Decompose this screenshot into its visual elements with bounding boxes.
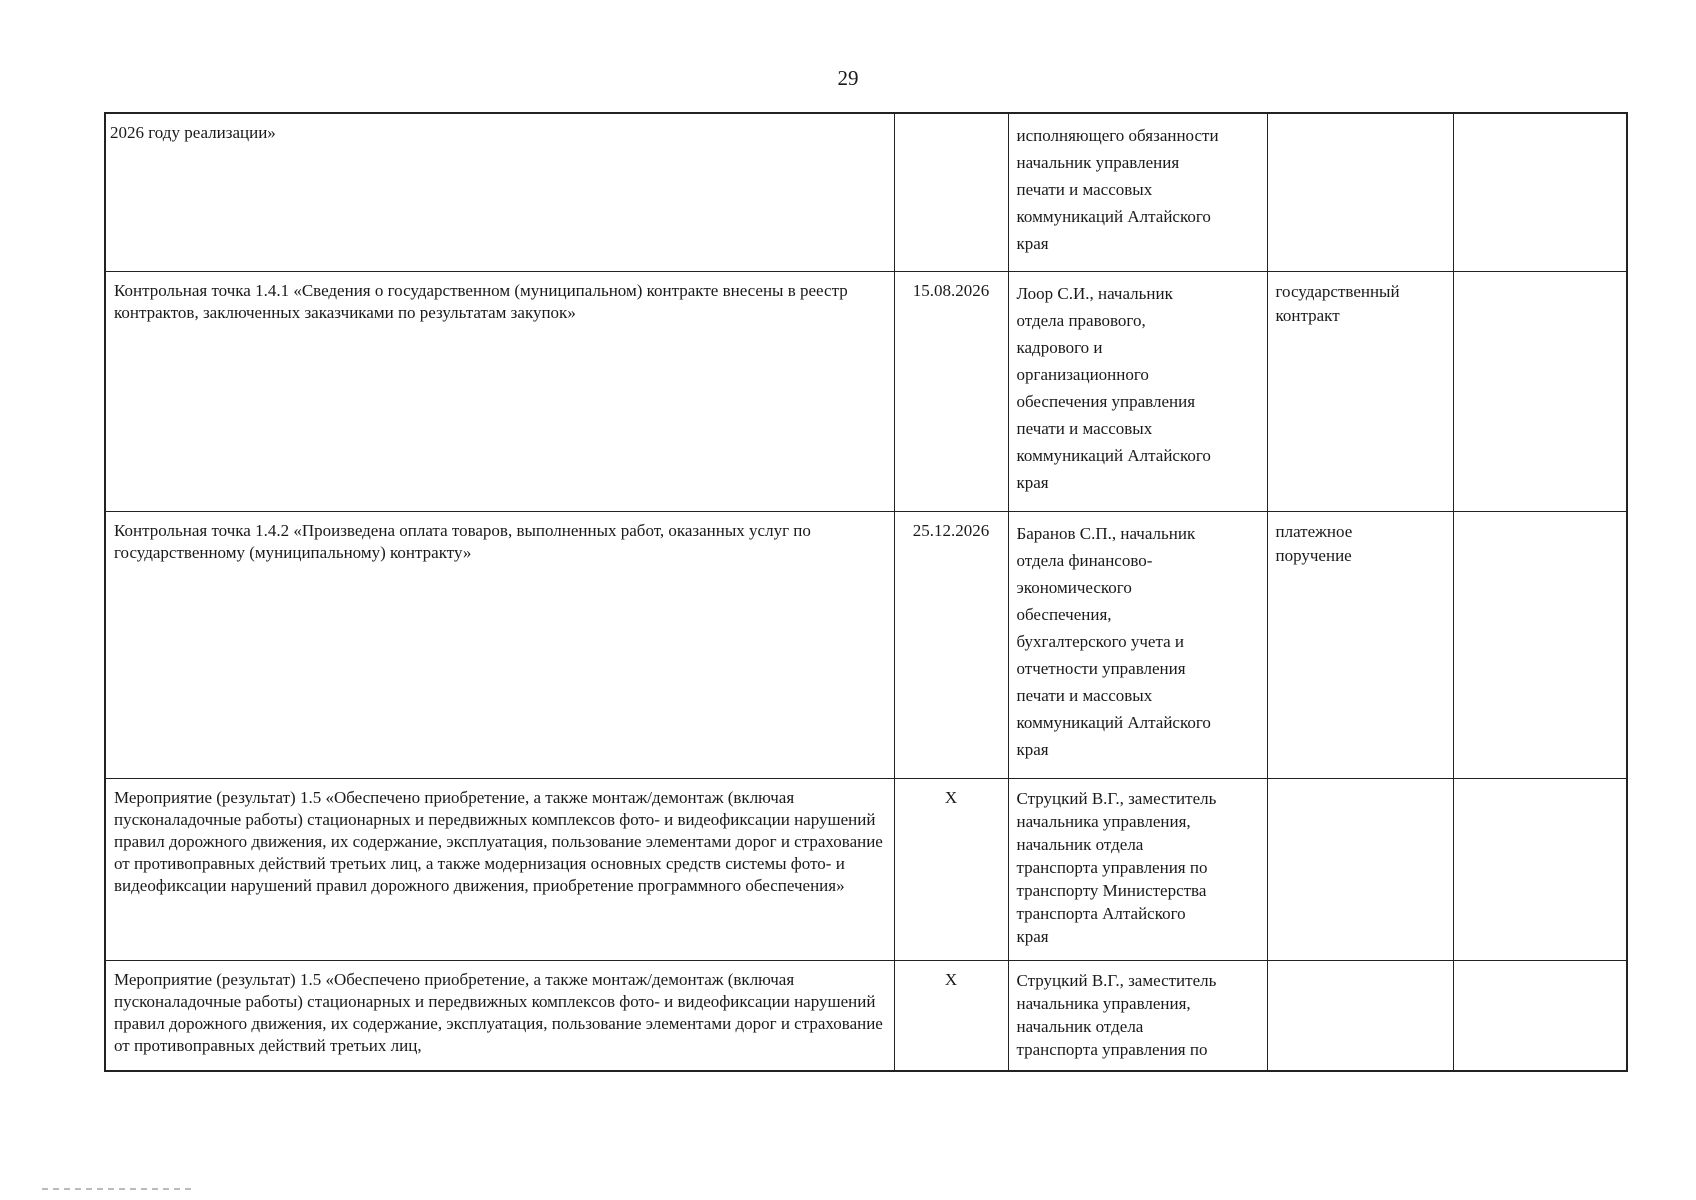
responsible-cell: Струцкий В.Г., заместитель начальника управления, начальник отдела транспорта управления по <box>1008 961 1267 1072</box>
table-row <box>105 512 1627 779</box>
event-name-cell: Мероприятие (результат) 1.5 «Обеспечено приобретение, а также монтаж/демонтаж (включая пусконаладочные работы) стационарных и передвижных комплексов фото- и видеофиксации нарушений правил дорожного движения, их содержание, эксплуатация, пользование элементами дорог и страхование от противоправных действий третьих лиц, а также модернизация основных средств системы фото- и видеофиксации нарушений правил дорожного движения, приобретение программного обеспечения» <box>105 779 894 961</box>
table-row <box>105 113 1627 272</box>
empty-cell <box>1453 512 1627 779</box>
document-cell: платежное поручение <box>1267 512 1453 779</box>
document-cell <box>1267 113 1453 272</box>
plan-table <box>104 112 1628 1072</box>
deadline-cell: X <box>894 961 1008 1072</box>
deadline-cell: 15.08.2026 <box>894 272 1008 512</box>
empty-cell <box>1453 272 1627 512</box>
deadline-cell: X <box>894 779 1008 961</box>
document-cell <box>1267 779 1453 961</box>
responsible-cell: исполняющего обязанности начальник управления печати и массовых коммуникаций Алтайского края <box>1008 113 1267 272</box>
document-cell <box>1267 961 1453 1072</box>
event-name-cell: 2026 году реализации» <box>105 113 894 272</box>
responsible-cell: Струцкий В.Г., заместитель начальника управления, начальник отдела транспорта управления по транспорту Министерства транспорта Алтайского края <box>1008 779 1267 961</box>
scan-artifact <box>42 1188 192 1190</box>
table-row <box>105 272 1627 512</box>
document-cell: государственный контракт <box>1267 272 1453 512</box>
table-row <box>105 779 1627 961</box>
table-row <box>105 961 1627 1072</box>
event-name-cell: Контрольная точка 1.4.2 «Произведена оплата товаров, выполненных работ, оказанных услуг по государственному (муниципальному) контракту» <box>105 512 894 779</box>
empty-cell <box>1453 113 1627 272</box>
empty-cell <box>1453 961 1627 1072</box>
empty-cell <box>1453 779 1627 961</box>
page-number: 29 <box>837 66 859 90</box>
deadline-cell: 25.12.2026 <box>894 512 1008 779</box>
deadline-cell <box>894 113 1008 272</box>
responsible-cell: Баранов С.П., начальник отдела финансово- экономического обеспечения, бухгалтерского учета и отчетности управления печати и массовых коммуникаций Алтайского края <box>1008 512 1267 779</box>
responsible-cell: Лоор С.И., начальник отдела правового, кадрового и организационного обеспечения управления печати и массовых коммуникаций Алтайского края <box>1008 272 1267 512</box>
event-name-cell: Мероприятие (результат) 1.5 «Обеспечено приобретение, а также монтаж/демонтаж (включая пусконаладочные работы) стационарных и передвижных комплексов фото- и видеофиксации нарушений правил дорожного движения, их содержание, эксплуатация, пользование элементами дорог и страхование от противоправных действий третьих лиц, <box>105 961 894 1072</box>
event-name-cell: Контрольная точка 1.4.1 «Сведения о государственном (муниципальном) контракте внесены в реестр контрактов, заключенных заказчиками по результатам закупок» <box>105 272 894 512</box>
